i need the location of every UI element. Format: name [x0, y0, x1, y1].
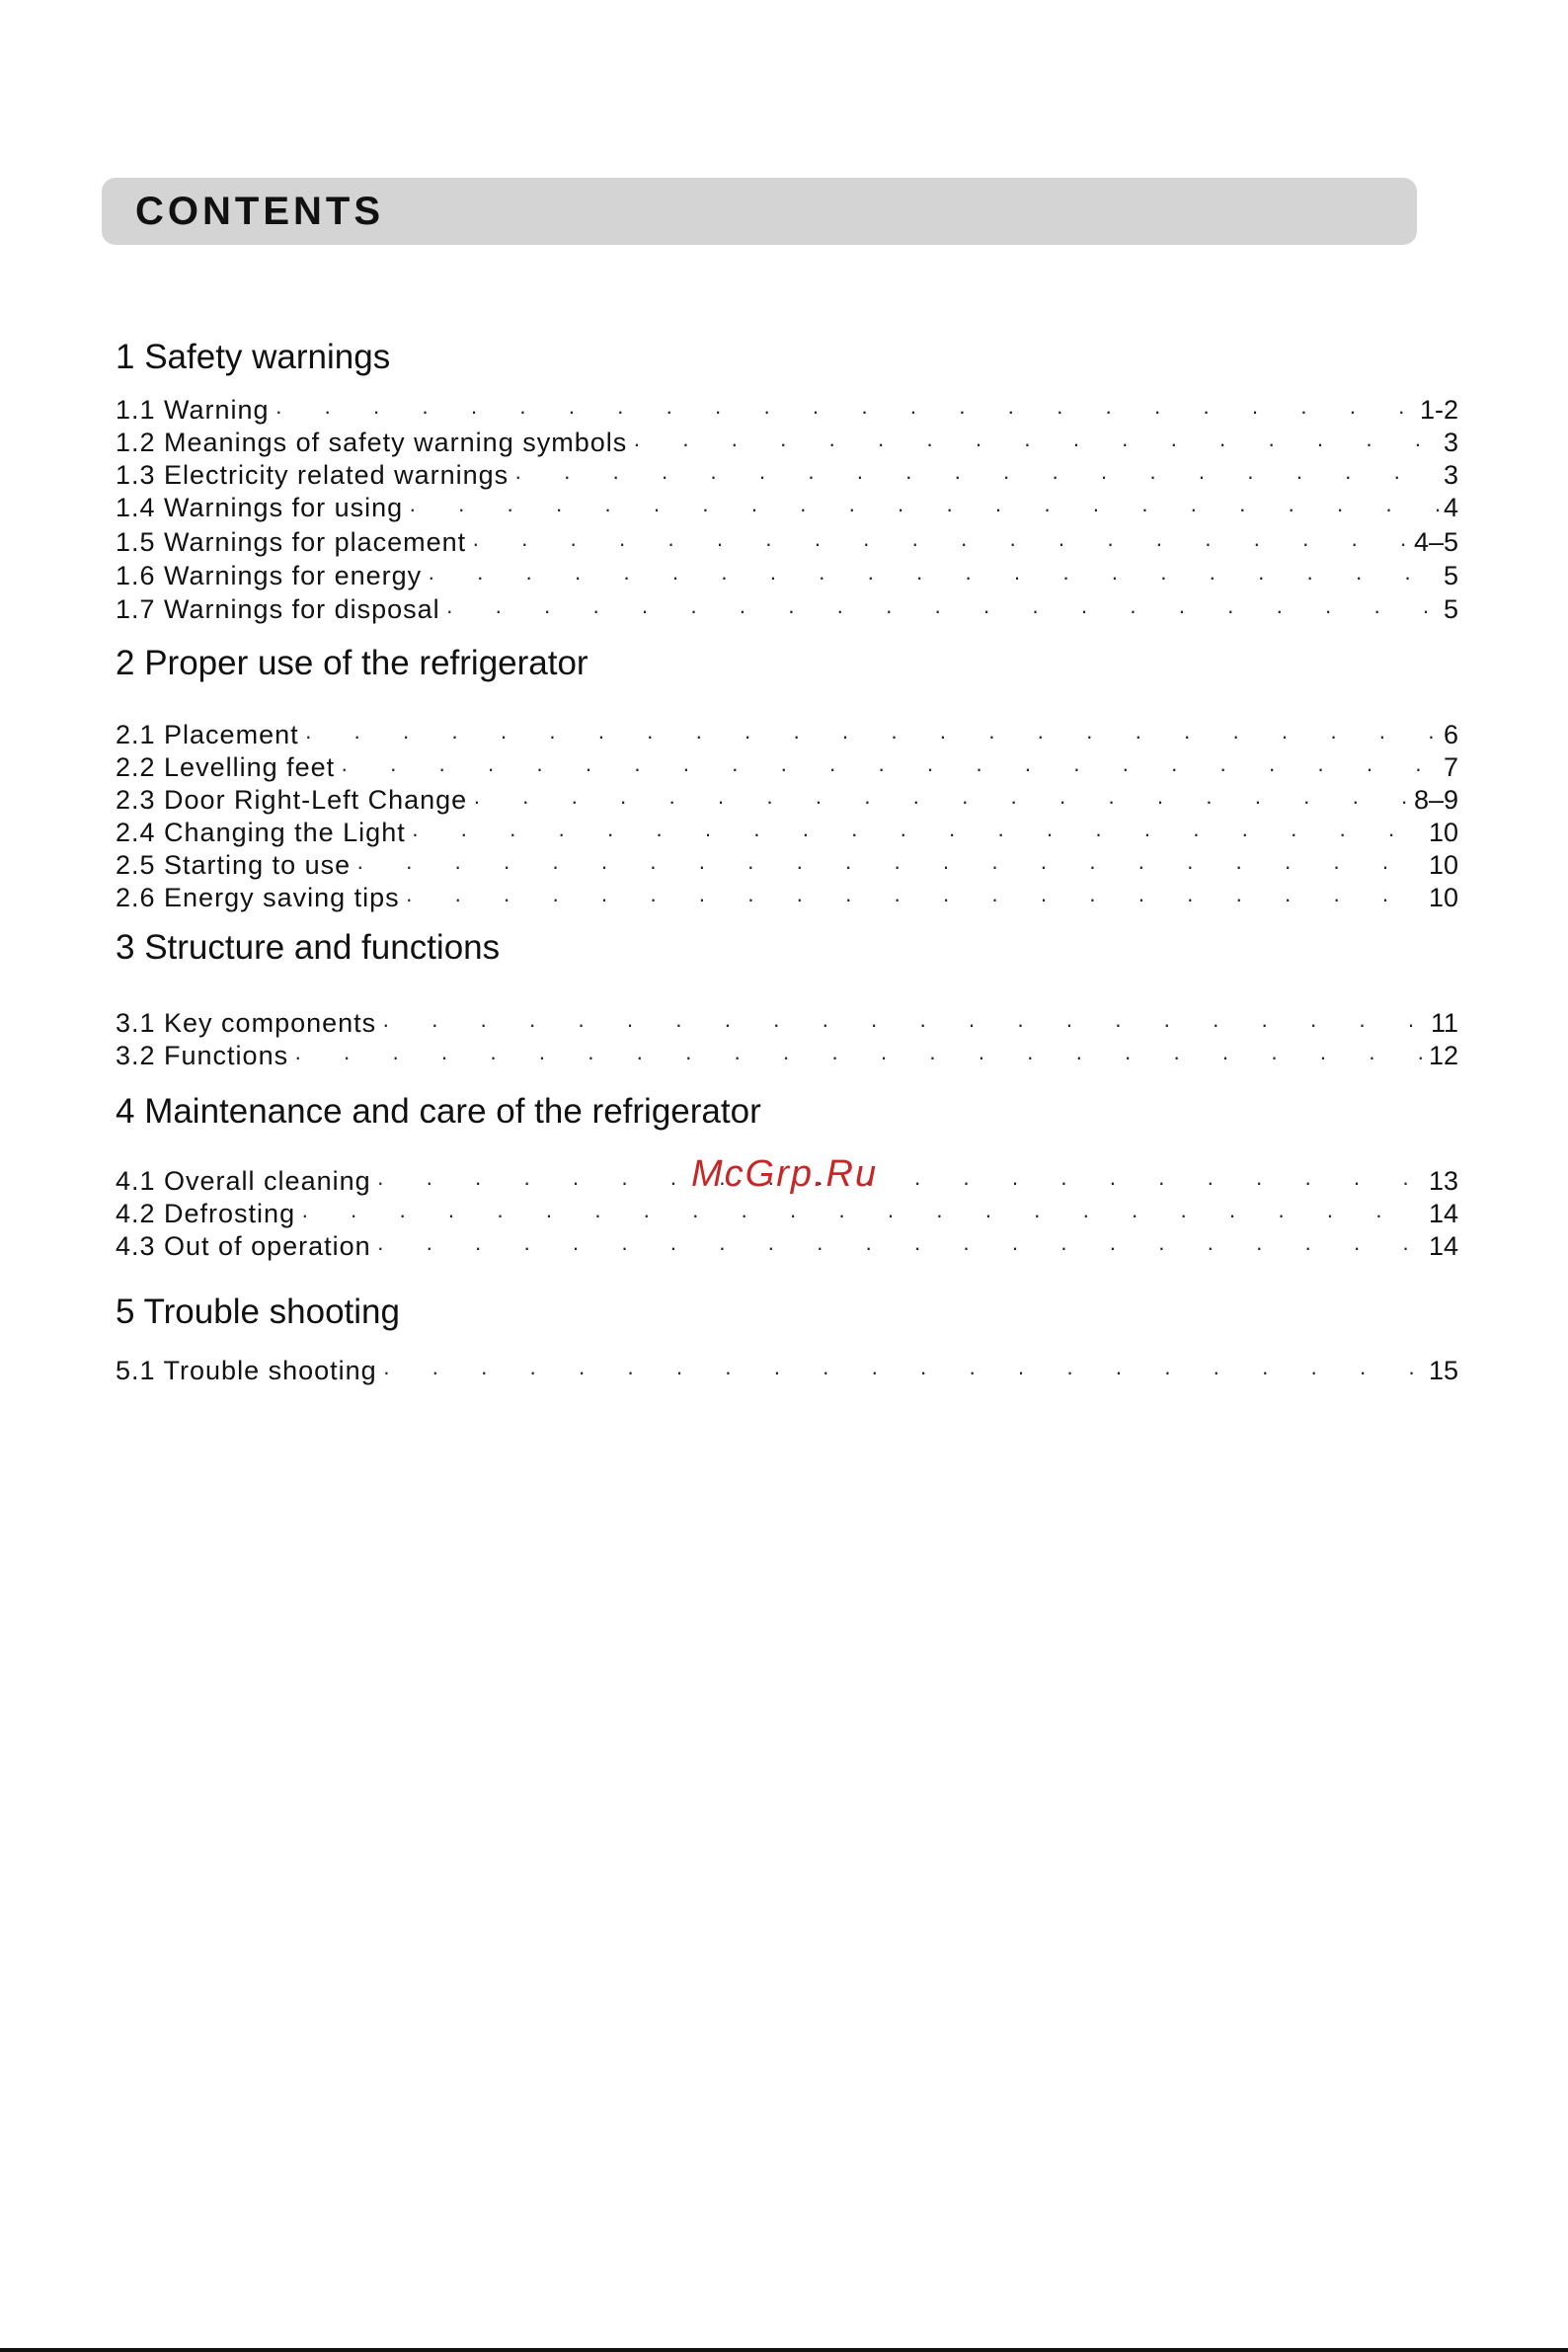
toc-entry[interactable]	[116, 1008, 1458, 1042]
toc-entry-label: 4.1 Overall cleaning	[116, 1166, 371, 1196]
page-title: CONTENTS	[135, 190, 384, 233]
toc-entry-label: 4.3 Out of operation	[116, 1231, 371, 1261]
toc-entry[interactable]	[116, 720, 1458, 753]
toc-entry-label: 1.3 Electricity related warnings	[116, 460, 510, 490]
toc-entry[interactable]	[116, 850, 1458, 884]
section-title-safety-warnings: 1 Safety warnings	[116, 338, 391, 376]
dot-leader	[633, 431, 1440, 457]
toc-entry[interactable]	[116, 883, 1458, 916]
toc-entry-label: 3.2 Functions	[116, 1041, 289, 1070]
toc-entry[interactable]	[116, 428, 1458, 461]
toc-entry-page: 5	[1443, 594, 1458, 624]
toc-entry-label: 2.3 Door Right-Left Change	[116, 785, 468, 815]
toc-entry-label: 2.1 Placement	[116, 720, 299, 749]
dot-leader	[301, 1203, 1425, 1228]
dot-leader	[305, 724, 1440, 749]
toc-entry[interactable]	[116, 594, 1458, 628]
toc-entry-label: 1.1 Warning	[116, 395, 270, 425]
toc-entry-page: 3	[1443, 428, 1458, 457]
toc-entry-label: 2.4 Changing the Light	[116, 818, 406, 847]
toc-entry-label: 5.1 Trouble shooting	[116, 1356, 377, 1385]
toc-entry[interactable]	[116, 785, 1458, 819]
toc-entry-label: 3.1 Key components	[116, 1008, 377, 1038]
dot-leader	[406, 887, 1425, 912]
toc-entry-page: 13	[1428, 1166, 1458, 1196]
section-title-trouble-shooting: 5 Trouble shooting	[116, 1293, 400, 1331]
contents-header-bar	[102, 178, 1417, 245]
dot-leader	[382, 1012, 1427, 1038]
toc-entry[interactable]	[116, 493, 1458, 526]
toc-entry-label: 1.5 Warnings for placement	[116, 527, 467, 557]
toc-entry[interactable]	[116, 752, 1458, 786]
toc-entry-page: 15	[1428, 1356, 1458, 1385]
toc-entry-page: 12	[1428, 1041, 1458, 1070]
toc-entry[interactable]	[116, 1231, 1458, 1265]
dot-leader	[412, 822, 1425, 847]
dot-leader	[428, 565, 1440, 590]
dot-leader	[356, 854, 1425, 880]
toc-entry-page: 3	[1443, 460, 1458, 490]
toc-entry-page: 11	[1430, 1008, 1458, 1038]
toc-entry-label: 2.5 Starting to use	[116, 850, 352, 880]
toc-entry[interactable]	[116, 527, 1458, 561]
watermark: McGrp.Ru	[691, 1153, 879, 1195]
toc-entry[interactable]	[116, 1199, 1458, 1232]
dot-leader	[514, 464, 1440, 490]
dot-leader	[409, 497, 1440, 522]
toc-entry-label: 1.6 Warnings for energy	[116, 561, 423, 590]
toc-entry-page: 14	[1428, 1199, 1458, 1228]
dot-leader	[473, 789, 1410, 815]
toc-entry-label: 1.2 Meanings of safety warning symbols	[116, 428, 628, 457]
dot-leader	[383, 1360, 1425, 1385]
toc-entry-page: 6	[1443, 720, 1458, 749]
toc-entry-page: 14	[1428, 1231, 1458, 1261]
dot-leader	[341, 756, 1440, 782]
dot-leader	[275, 399, 1416, 425]
toc-entry[interactable]	[116, 818, 1458, 851]
toc-entry-page: 10	[1428, 883, 1458, 912]
toc-entry[interactable]	[116, 1041, 1458, 1074]
section-title-structure: 3 Structure and functions	[116, 928, 501, 967]
toc-entry[interactable]	[116, 460, 1458, 494]
toc-entry[interactable]	[116, 395, 1458, 429]
toc-entry[interactable]	[116, 1356, 1458, 1389]
toc-entry-page: 4–5	[1413, 527, 1458, 557]
toc-entry-page: 10	[1428, 818, 1458, 847]
toc-entry-page: 1-2	[1419, 395, 1458, 425]
dot-leader	[377, 1170, 1425, 1196]
toc-entry[interactable]	[116, 561, 1458, 594]
dot-leader	[377, 1235, 1425, 1261]
toc-entry-page: 8–9	[1413, 785, 1458, 815]
dot-leader	[294, 1045, 1425, 1070]
toc-entry-label: 1.7 Warnings for disposal	[116, 594, 440, 624]
toc-entry-label: 2.2 Levelling feet	[116, 752, 336, 782]
toc-entry-label: 4.2 Defrosting	[116, 1199, 296, 1228]
bottom-rule	[0, 2348, 1568, 2352]
dot-leader	[446, 598, 1440, 624]
toc-entry-page: 7	[1443, 752, 1458, 782]
toc-entry-page: 5	[1443, 561, 1458, 590]
section-title-proper-use: 2 Proper use of the refrigerator	[116, 644, 588, 682]
toc-entry-label: 1.4 Warnings for using	[116, 493, 404, 522]
dot-leader	[472, 531, 1410, 557]
toc-entry-page: 10	[1428, 850, 1458, 880]
toc-entry-label: 2.6 Energy saving tips	[116, 883, 400, 912]
section-title-maintenance: 4 Maintenance and care of the refrigerator	[116, 1092, 761, 1131]
toc-entry-page: 4	[1443, 493, 1458, 522]
